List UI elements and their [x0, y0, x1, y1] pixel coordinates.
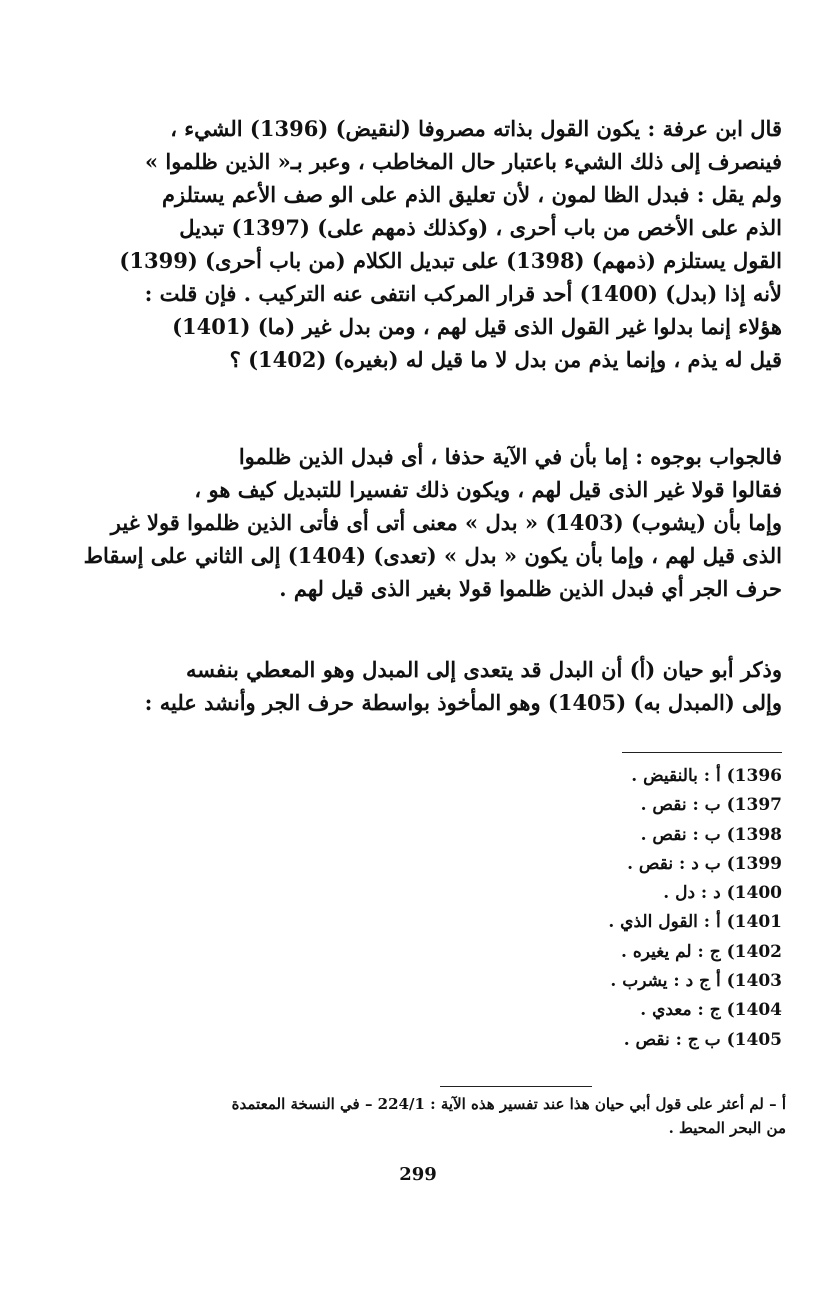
- editor-footnote: [110, 1092, 786, 1140]
- note-item: [560, 1026, 782, 1055]
- note-item: [560, 762, 782, 791]
- note-number: 1405): [726, 1029, 782, 1050]
- note-item: [560, 938, 782, 967]
- note-number: 1397): [726, 795, 782, 816]
- note-text: أ : القول الذي .: [608, 912, 721, 933]
- note-number: 1401): [726, 912, 782, 933]
- note-number: 1398): [726, 824, 782, 845]
- text-line: وإلى (المبدل به) (1405) وهو المأخوذ بواسطة حرف الجر وأنشد عليه :: [144, 690, 782, 715]
- text-line: قيل له يذم ، وإنما يذم من بدل لا ما قيل له (بغيره) (1402) ؟: [229, 347, 782, 372]
- notes-divider: [622, 752, 782, 753]
- note-item: [560, 821, 782, 850]
- footnote-line: من البحر المحيط .: [668, 1119, 786, 1137]
- note-number: 1396): [726, 766, 782, 786]
- note-text: أ ج د : يشرب .: [610, 971, 721, 992]
- text-line: فينصرف إلى ذلك الشيء باعتبار حال المخاطب ، وعبر بـ« الذين ظلموا »: [144, 149, 782, 174]
- text-line: ولم يقل : فبدل الظا لمون ، لأن تعليق الذم على الو صف الأعم يستلزم: [162, 182, 782, 207]
- note-item: [560, 850, 782, 879]
- note-text: ب ج : نقص .: [623, 1029, 721, 1050]
- paragraph-ibn-arafa: [110, 112, 782, 376]
- note-number: 1400): [726, 883, 782, 904]
- note-number: 1399): [726, 853, 782, 874]
- footnote-line: أ – لم أعثر على قول أبي حيان هذا عند تفسير هذه الآية : 224/1 – في النسخة المعتمدة: [231, 1095, 786, 1113]
- text-line: الذى قيل لهم ، وإما بأن يكون « بدل » (تعدى) (1404) إلى الثاني على إسقاط: [83, 543, 782, 568]
- note-item: [560, 967, 782, 996]
- text-line: فالجواب بوجوه : إما بأن في الآية حذفا ، أى فبدل الذين ظلموا: [238, 444, 782, 469]
- text-line: وإما بأن (يشوب) (1403) « بدل » معنى أتى أى فأتى الذين ظلموا قولا غير: [110, 510, 782, 535]
- text-line: القول يستلزم (ذمهم) (1398) على تبديل الكلام (من باب أحرى) (1399): [119, 248, 782, 273]
- paragraph-abu-hayyan: [110, 653, 782, 719]
- text-line: الذم على الأخص من باب أحرى ، (وكذلك ذمهم على) (1397) تبديل: [179, 215, 782, 240]
- note-item: [560, 908, 782, 937]
- note-item: [560, 879, 782, 908]
- text-line: هؤلاء إنما بدلوا غير القول الذى قيل لهم ، ومن بدل غير (ما) (1401): [172, 314, 782, 339]
- page-number: 299: [399, 1164, 437, 1185]
- text-line: لأنه إذا (بدل) (1400) أحد قرار المركب انتفى عنه التركيب . فإن قلت :: [144, 281, 782, 306]
- note-number: 1404): [726, 1000, 782, 1021]
- text-line: فقالوا قولا غير الذى قيل لهم ، ويكون ذلك تفسيرا للتبديل كيف هو ،: [194, 477, 782, 502]
- note-text: ب د : نقص .: [627, 853, 721, 874]
- paragraph-answer: [83, 440, 782, 605]
- note-text: ب : نقص .: [640, 795, 721, 816]
- note-number: 1403): [726, 971, 782, 992]
- text-line: وذكر أبو حيان (أ) أن البدل قد يتعدى إلى المبدل وهو المعطي بنفسه: [186, 657, 782, 682]
- text-line: قال ابن عرفة : يكون القول بذاته مصروفا (لنقيض) (1396) الشيء ،: [170, 116, 782, 141]
- note-text: ج : لم يغيره .: [621, 941, 721, 962]
- note-text: ب : نقص .: [640, 824, 721, 845]
- text-line: حرف الجر أي فبدل الذين ظلموا قولا بغير الذى قيل لهم .: [279, 576, 782, 601]
- note-item: [560, 791, 782, 820]
- note-item: [560, 996, 782, 1025]
- note-number: 1402): [726, 941, 782, 962]
- note-text: أ : بالنقيض .: [631, 766, 721, 786]
- note-text: ج : معدي .: [640, 1000, 721, 1021]
- footnote-divider: [440, 1086, 592, 1087]
- note-text: د : دل .: [663, 883, 721, 904]
- variant-notes: [560, 762, 782, 1055]
